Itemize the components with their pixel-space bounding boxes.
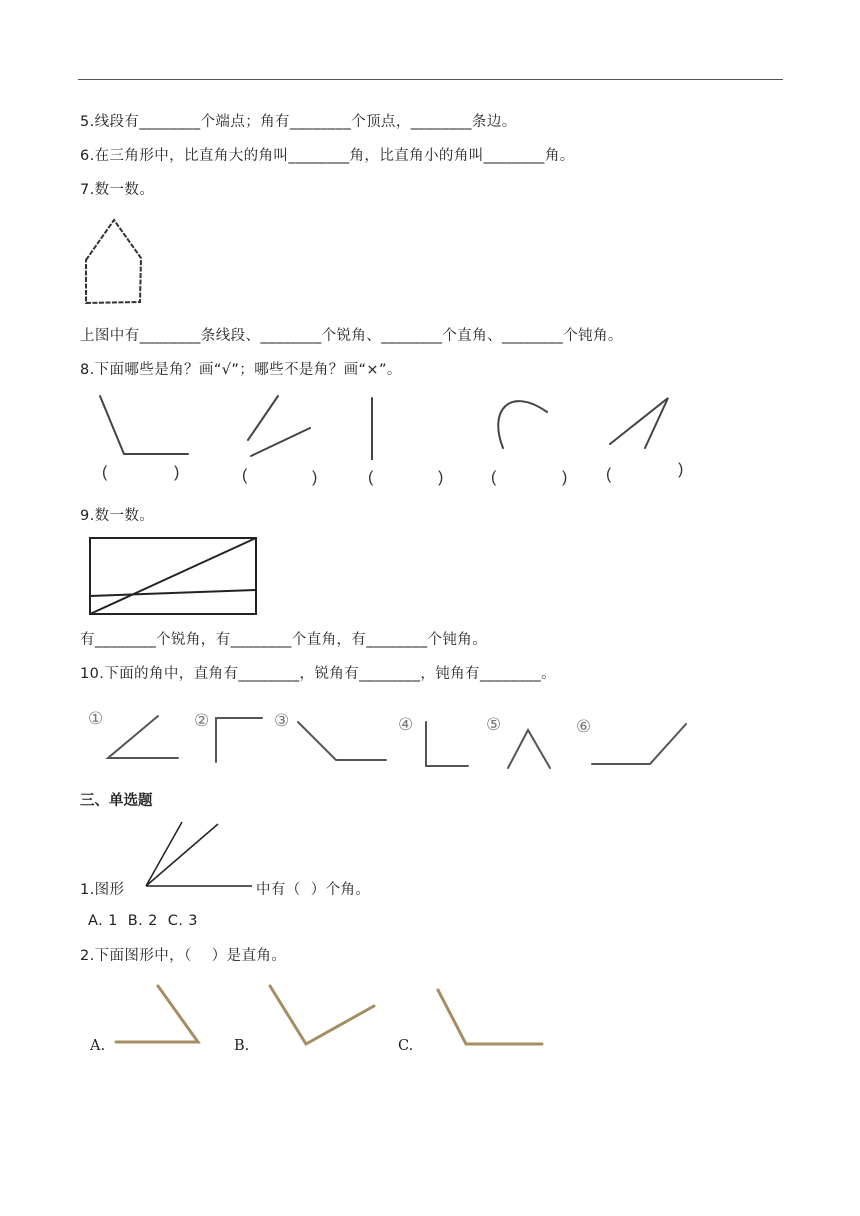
angle-6: [592, 724, 686, 764]
paren-close-1: ): [174, 464, 180, 481]
shape-3-right-angle: [372, 398, 436, 460]
angle-5: [508, 730, 550, 768]
mc2-option-b-label: B.: [234, 1038, 250, 1054]
mc1-options: A. 1 B. 2 C. 3: [88, 913, 198, 929]
option-b-angle: [270, 986, 374, 1044]
rectangle-figure: [86, 534, 262, 620]
angle-label-5: ⑤: [486, 715, 502, 735]
angle-label-3: ③: [274, 711, 290, 731]
angle-label-6: ⑥: [576, 717, 592, 737]
header-rule: [78, 79, 783, 80]
question-10: 10.下面的角中，直角有________，锐角有________，钝角有________。: [80, 666, 557, 682]
angle-4: [426, 722, 468, 766]
mc2-question: 2.下面图形中，（ ）是直角。: [80, 948, 287, 964]
question-9-title: 9.数一数。: [80, 508, 155, 524]
paren-close-2: ): [312, 469, 318, 486]
two-angle-figure: [138, 818, 258, 890]
paren-open-5: (: [606, 466, 612, 483]
paren-close-3: ): [438, 469, 444, 486]
mc2-option-a-label: A.: [90, 1038, 106, 1054]
shape-1-angle: [100, 396, 188, 454]
paren-open-3: (: [368, 469, 374, 486]
paren-open-1: (: [102, 464, 108, 481]
angle-2: [216, 718, 262, 762]
shape-5-angle: [610, 398, 668, 448]
paren-close-4: ): [562, 469, 568, 486]
angle-1: [108, 716, 178, 758]
mc1-suffix: 中有（ ）个角。: [256, 882, 371, 898]
shape-4-curve: [498, 401, 547, 448]
angle-label-1: ①: [88, 709, 104, 729]
paren-open-2: (: [242, 467, 248, 484]
mc1-prefix: 1.图形: [80, 882, 125, 898]
pentagon-figure: [78, 212, 152, 310]
option-c-angle: [438, 990, 542, 1044]
shape-2-ray-b: [251, 428, 310, 456]
question-9-answer: 有________个锐角，有________个直角，有________个钝角。: [80, 632, 488, 648]
mc2-option-c-label: C.: [398, 1038, 414, 1054]
question-5: 5.线段有________个端点；角有________个顶点，________条边。: [80, 114, 517, 130]
question-6: 6.在三角形中，比直角大的角叫________角，比直角小的角叫________角。: [80, 148, 575, 164]
numbered-angles-row: [86, 702, 692, 772]
section-3-heading: 三、单选题: [80, 793, 153, 809]
option-a-angle: [116, 986, 198, 1042]
question-7-answer: 上图中有________条线段、________个锐角、________个直角、________个钝角。: [80, 328, 623, 344]
angle-shapes-row: [90, 388, 700, 460]
question-8-title: 8.下面哪些是角？画“√”；哪些不是角？画“×”。: [80, 362, 402, 378]
paren-close-5: ): [678, 461, 684, 478]
paren-open-4: (: [491, 469, 497, 486]
shape-2-ray-a: [248, 396, 278, 440]
angle-3: [298, 722, 386, 760]
angle-label-4: ④: [398, 715, 414, 735]
question-7-title: 7.数一数。: [80, 182, 155, 198]
angle-label-2: ②: [194, 711, 210, 731]
right-angle-options: [110, 982, 550, 1052]
